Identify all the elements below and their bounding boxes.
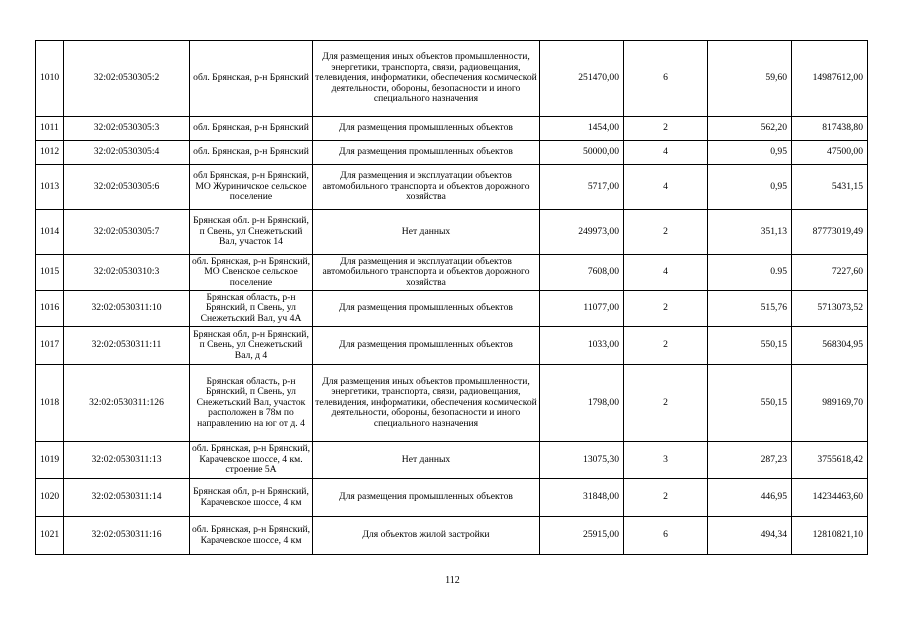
cadastral-value: 7227,60 — [792, 255, 868, 291]
address: Брянская обл, р-н Брянский, п Свень, ул Снежетьский Вал, д 4 — [190, 327, 313, 365]
specific-value: 0,95 — [708, 165, 792, 210]
area: 25915,00 — [540, 517, 624, 555]
specific-value: 0,95 — [708, 141, 792, 165]
address: обл Брянская, р-н Брянский, МО Журиничское сельское поселение — [190, 165, 313, 210]
address: Брянская обл. р-н Брянский, п Свень, ул Снежетьский Вал, участок 14 — [190, 210, 313, 255]
permitted-use: Для размещения и эксплуатации объектов автомобильного транспорта и объектов дорожного хозяйства — [313, 255, 540, 291]
cadastral-value: 14234463,60 — [792, 479, 868, 517]
cadastral-value: 5431,15 — [792, 165, 868, 210]
group-number: 4 — [624, 165, 708, 210]
row-number: 1017 — [36, 327, 64, 365]
specific-value: 351,13 — [708, 210, 792, 255]
cadastral-number: 32:02:0530311:10 — [64, 291, 190, 327]
row-number: 1018 — [36, 365, 64, 442]
table-body — [36, 41, 868, 555]
address: обл. Брянская, р-н Брянский — [190, 117, 313, 141]
area: 5717,00 — [540, 165, 624, 210]
address: обл. Брянская, р-н Брянский, Карачевское шоссе, 4 км — [190, 517, 313, 555]
address: обл. Брянская, р-н Брянский — [190, 41, 313, 117]
permitted-use: Для размещения промышленных объектов — [313, 291, 540, 327]
address: Брянская область, р-н Брянский, п Свень, ул Снежетьский Вал, уч 4А — [190, 291, 313, 327]
row-number: 1015 — [36, 255, 64, 291]
area: 1454,00 — [540, 117, 624, 141]
cadastral-number: 32:02:0530310:3 — [64, 255, 190, 291]
address: обл. Брянская, р-н Брянский — [190, 141, 313, 165]
area: 31848,00 — [540, 479, 624, 517]
group-number: 2 — [624, 117, 708, 141]
address: Брянская область, р-н Брянский, п Свень, ул Снежетьский Вал, участок расположен в 78м по направлению на юг от д. 4 — [190, 365, 313, 442]
specific-value: 287,23 — [708, 442, 792, 479]
specific-value: 494,34 — [708, 517, 792, 555]
specific-value: 59,60 — [708, 41, 792, 117]
permitted-use: Для размещения иных объектов промышленности, энергетики, транспорта, связи, радиовещания, телевидения, информатики, обеспечения космической деятельности, обороны, безопасности и иного специального назначения — [313, 41, 540, 117]
group-number: 2 — [624, 291, 708, 327]
group-number: 2 — [624, 327, 708, 365]
permitted-use: Для размещения промышленных объектов — [313, 479, 540, 517]
table-row — [36, 327, 868, 365]
address: Брянская обл, р-н Брянский, Карачевское шоссе, 4 км — [190, 479, 313, 517]
address: обл. Брянская, р-н Брянский, МО Свенское сельское поселение — [190, 255, 313, 291]
land-plots-table — [35, 40, 868, 555]
permitted-use: Нет данных — [313, 442, 540, 479]
cadastral-value: 5713073,52 — [792, 291, 868, 327]
table-row — [36, 517, 868, 555]
specific-value: 550,15 — [708, 327, 792, 365]
row-number: 1019 — [36, 442, 64, 479]
group-number: 2 — [624, 479, 708, 517]
area: 13075,30 — [540, 442, 624, 479]
cadastral-number: 32:02:0530305:3 — [64, 117, 190, 141]
area: 7608,00 — [540, 255, 624, 291]
table-row — [36, 117, 868, 141]
cadastral-value: 568304,95 — [792, 327, 868, 365]
cadastral-number: 32:02:0530305:7 — [64, 210, 190, 255]
cadastral-number: 32:02:0530305:6 — [64, 165, 190, 210]
row-number: 1012 — [36, 141, 64, 165]
group-number: 3 — [624, 442, 708, 479]
table-row — [36, 365, 868, 442]
cadastral-value: 817438,80 — [792, 117, 868, 141]
table-row — [36, 165, 868, 210]
table-row — [36, 210, 868, 255]
area: 50000,00 — [540, 141, 624, 165]
cadastral-number: 32:02:0530311:14 — [64, 479, 190, 517]
area: 251470,00 — [540, 41, 624, 117]
cadastral-value: 47500,00 — [792, 141, 868, 165]
cadastral-number: 32:02:0530305:4 — [64, 141, 190, 165]
row-number: 1020 — [36, 479, 64, 517]
row-number: 1014 — [36, 210, 64, 255]
area: 11077,00 — [540, 291, 624, 327]
table-row — [36, 442, 868, 479]
specific-value: 550,15 — [708, 365, 792, 442]
cadastral-value: 3755618,42 — [792, 442, 868, 479]
address: обл. Брянская, р-н Брянский, Карачевское шоссе, 4 км. строение 5А — [190, 442, 313, 479]
row-number: 1013 — [36, 165, 64, 210]
specific-value: 446,95 — [708, 479, 792, 517]
permitted-use: Для размещения промышленных объектов — [313, 327, 540, 365]
table-row — [36, 479, 868, 517]
area: 249973,00 — [540, 210, 624, 255]
group-number: 6 — [624, 41, 708, 117]
area: 1033,00 — [540, 327, 624, 365]
area: 1798,00 — [540, 365, 624, 442]
specific-value: 0.95 — [708, 255, 792, 291]
permitted-use: Для объектов жилой застройки — [313, 517, 540, 555]
cadastral-value: 14987612,00 — [792, 41, 868, 117]
page-number: 112 — [445, 575, 460, 586]
row-number: 1011 — [36, 117, 64, 141]
row-number: 1016 — [36, 291, 64, 327]
table-row — [36, 255, 868, 291]
permitted-use: Для размещения иных объектов промышленности, энергетики, транспорта, связи, радиовещания, телевидения, информатики, обеспечения космической деятельности, обороны, безопасности и иного специального назначения — [313, 365, 540, 442]
specific-value: 562,20 — [708, 117, 792, 141]
cadastral-number: 32:02:0530311:13 — [64, 442, 190, 479]
specific-value: 515,76 — [708, 291, 792, 327]
permitted-use: Для размещения промышленных объектов — [313, 141, 540, 165]
permitted-use: Для размещения и эксплуатации объектов автомобильного транспорта и объектов дорожного хозяйства — [313, 165, 540, 210]
table-row — [36, 291, 868, 327]
cadastral-value: 87773019,49 — [792, 210, 868, 255]
group-number: 2 — [624, 210, 708, 255]
table-row — [36, 41, 868, 117]
permitted-use: Для размещения промышленных объектов — [313, 117, 540, 141]
row-number: 1010 — [36, 41, 64, 117]
group-number: 6 — [624, 517, 708, 555]
group-number: 4 — [624, 255, 708, 291]
cadastral-number: 32:02:0530311:16 — [64, 517, 190, 555]
permitted-use: Нет данных — [313, 210, 540, 255]
group-number: 2 — [624, 365, 708, 442]
cadastral-number: 32:02:0530311:11 — [64, 327, 190, 365]
cadastral-value: 989169,70 — [792, 365, 868, 442]
group-number: 4 — [624, 141, 708, 165]
cadastral-number: 32:02:0530305:2 — [64, 41, 190, 117]
table-row — [36, 141, 868, 165]
cadastral-value: 12810821,10 — [792, 517, 868, 555]
cadastral-number: 32:02:0530311:126 — [64, 365, 190, 442]
row-number: 1021 — [36, 517, 64, 555]
